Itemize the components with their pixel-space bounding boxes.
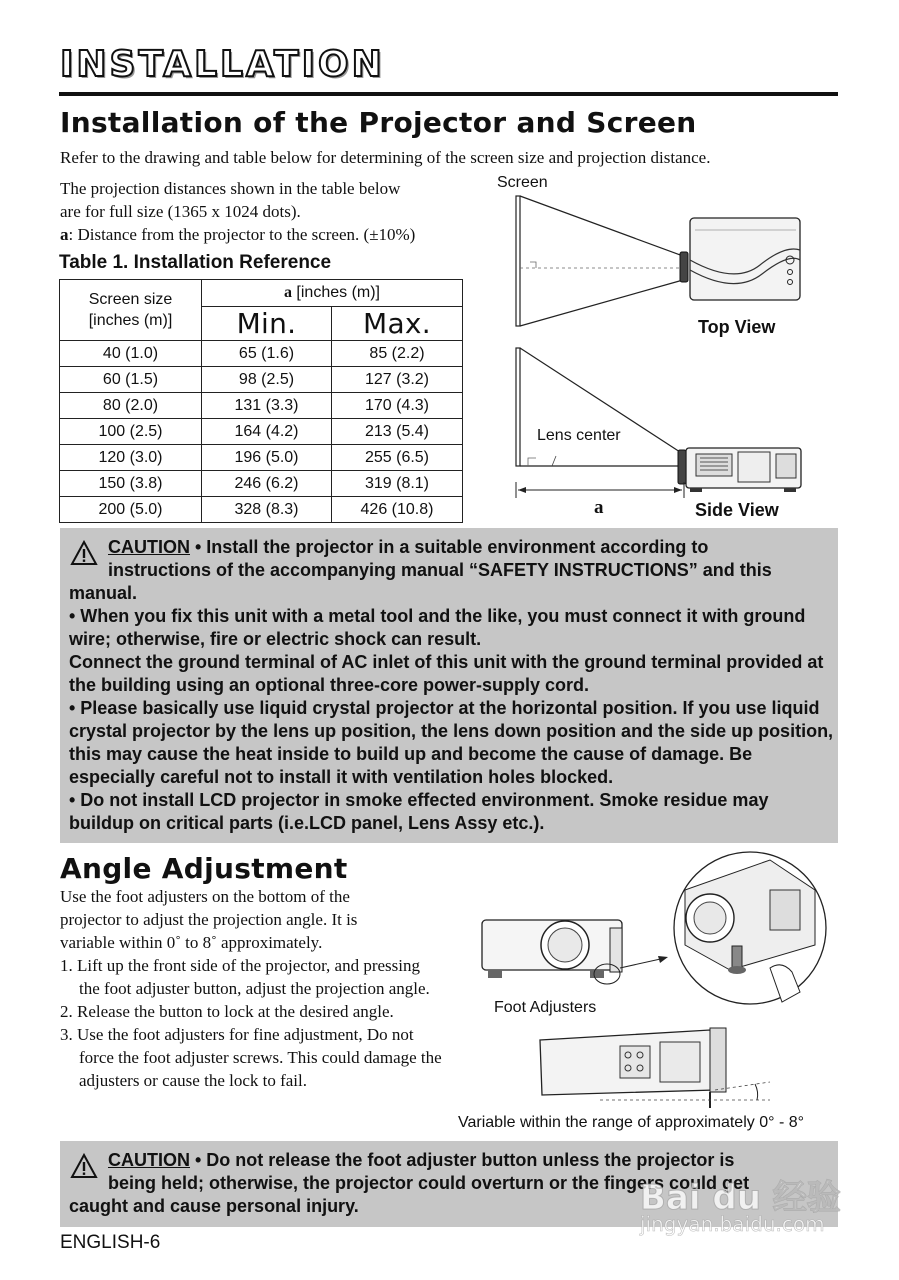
screen-label: Screen [497, 174, 548, 191]
lens-center-label: Lens center [537, 427, 621, 444]
top-view-projector [680, 218, 800, 300]
page-title: INSTALLATION [60, 44, 385, 85]
cell-min: 65 (1.6) [202, 341, 332, 367]
cell-size: 100 (2.5) [60, 419, 202, 445]
projection-diagram [500, 190, 820, 510]
caution1-line1: • Install the projector in a suitable environment according to [190, 537, 709, 557]
angle-intro: Use the foot adjusters on the bottom of the projector to adjust the projection angle. It is variable within 0˚ to 8˚ approximately. [60, 887, 358, 952]
top-view-screen [516, 196, 520, 326]
distance-key: a [60, 225, 69, 244]
cell-min: 131 (3.3) [202, 393, 332, 419]
warning-icon [70, 540, 98, 566]
caution2-line1: • Do not release the foot adjuster button unless the projector is [190, 1150, 735, 1170]
angle-steps [60, 954, 445, 1092]
side-view-label: Side View [695, 500, 779, 520]
col-header-max: Max. [332, 307, 463, 341]
cell-max: 319 (8.1) [332, 471, 463, 497]
table-row [60, 367, 463, 393]
table-title: Table 1. Installation Reference [59, 252, 332, 273]
cell-size: 150 (3.8) [60, 471, 202, 497]
title-divider [59, 92, 838, 96]
angle-step-1: 1. Lift up the front side of the projector, and pressing the foot adjuster button, adjust the projection angle. [60, 956, 430, 998]
caution-box-installation [60, 528, 838, 843]
foot-adjuster-zoom [674, 852, 826, 1004]
page-footer: ENGLISH-6 [60, 1232, 161, 1253]
cell-max: 426 (10.8) [332, 497, 463, 523]
cell-min: 328 (8.3) [202, 497, 332, 523]
distance-desc: : Distance from the projector to the screen. (±10%) [68, 225, 416, 244]
caution2-label: CAUTION [108, 1150, 190, 1170]
side-view-projector [678, 448, 801, 492]
cell-max: 85 (2.2) [332, 341, 463, 367]
caution1-line2: instructions of the accompanying manual “SAFETY INSTRUCTIONS” and this [108, 560, 772, 580]
lens-center-pointer [552, 456, 556, 466]
table-row [60, 341, 463, 367]
caution1-para5: • Do not install LCD projector in smoke effected environment. Smoke residue may buildup on critical parts (i.e.LCD panel, Lens Assy etc.). [69, 790, 769, 833]
caution2-line2: being held; otherwise, the projector could overturn or the fingers could get [108, 1173, 750, 1193]
section-heading-installation: Installation of the Projector and Screen [60, 106, 697, 139]
cell-size: 120 (3.0) [60, 445, 202, 471]
col-header-screen-size-line2: [inches (m)] [88, 312, 173, 329]
cell-size: 80 (2.0) [60, 393, 202, 419]
table-row [60, 497, 463, 523]
table-row [60, 393, 463, 419]
caution1-para4: • Please basically use liquid crystal projector at the horizontal position. If you use liquid crystal projector by the lens up position, the lens down position and the side up position, this may cause the heat inside to build up and become the cause of damage. Be especially careful not to install it with ventilation holes blocked. [69, 698, 834, 787]
angle-step-2: 2. Release the button to lock at the desired angle. [60, 1002, 394, 1021]
cell-min: 164 (4.2) [202, 419, 332, 445]
section-heading-angle: Angle Adjustment [60, 852, 348, 885]
cell-size: 200 (5.0) [60, 497, 202, 523]
col-header-screen-size-line1: Screen size [88, 291, 173, 308]
warning-icon [70, 1153, 98, 1179]
table-row [60, 419, 463, 445]
col-header-min: Min. [202, 307, 332, 341]
projection-note-line2: are for full size (1365 x 1024 dots). [60, 202, 301, 221]
caution1-para2: • When you fix this unit with a metal tool and the like, you must connect it with ground wire; otherwise, fire or electric shock can result. [69, 606, 806, 649]
angle-step-3: 3. Use the foot adjusters for fine adjustment, Do not force the foot adjuster screws. This could damage the adjusters or cause the lock to fail. [60, 1025, 442, 1090]
projection-note [60, 177, 480, 246]
col-header-screen-size [60, 280, 202, 341]
top-view-beam-lower [520, 280, 683, 326]
cell-min: 196 (5.0) [202, 445, 332, 471]
projection-note-line1: The projection distances shown in the table below [60, 179, 401, 198]
tilted-side-projector [540, 1028, 770, 1108]
table-row [60, 445, 463, 471]
distance-legend [60, 223, 480, 246]
side-view-screen [516, 348, 520, 466]
cell-min: 98 (2.5) [202, 367, 332, 393]
front-view-projector [482, 920, 622, 984]
top-view-label: Top View [698, 317, 776, 337]
cell-max: 127 (3.2) [332, 367, 463, 393]
cell-max: 170 (4.3) [332, 393, 463, 419]
foot-adjusters-label: Foot Adjusters [494, 999, 597, 1016]
col-header-distance [202, 280, 463, 307]
table-row [60, 471, 463, 497]
col-header-distance-key: a [283, 284, 292, 301]
caution2-line3: caught and cause personal injury. [69, 1196, 359, 1216]
distance-a-label: a [594, 497, 604, 518]
cell-max: 213 (5.4) [332, 419, 463, 445]
cell-size: 60 (1.5) [60, 367, 202, 393]
caution1-body [69, 582, 834, 835]
cell-min: 246 (6.2) [202, 471, 332, 497]
installation-table [59, 279, 463, 523]
caution1-para3: Connect the ground terminal of AC inlet of this unit with the ground terminal provided at the building using an optional three-core power-supply cord. [69, 652, 824, 695]
caution1-intro [108, 536, 833, 582]
caution1-label: CAUTION [108, 537, 190, 557]
foot-adjuster-diagram [470, 850, 840, 1112]
cell-max: 255 (6.5) [332, 445, 463, 471]
col-header-distance-unit: [inches (m)] [291, 284, 380, 301]
cell-size: 40 (1.0) [60, 341, 202, 367]
top-view-beam-upper [520, 196, 683, 256]
watermark-url: jingyan.baidu.com [640, 1212, 825, 1236]
caution1-line3: manual. [69, 583, 138, 603]
section-intro: Refer to the drawing and table below for determining of the screen size and projection distance. [60, 148, 711, 167]
range-caption: Variable within the range of approximately 0° - 8° [458, 1114, 805, 1131]
watermark-brand: Bai du 经验 [640, 1178, 841, 1218]
